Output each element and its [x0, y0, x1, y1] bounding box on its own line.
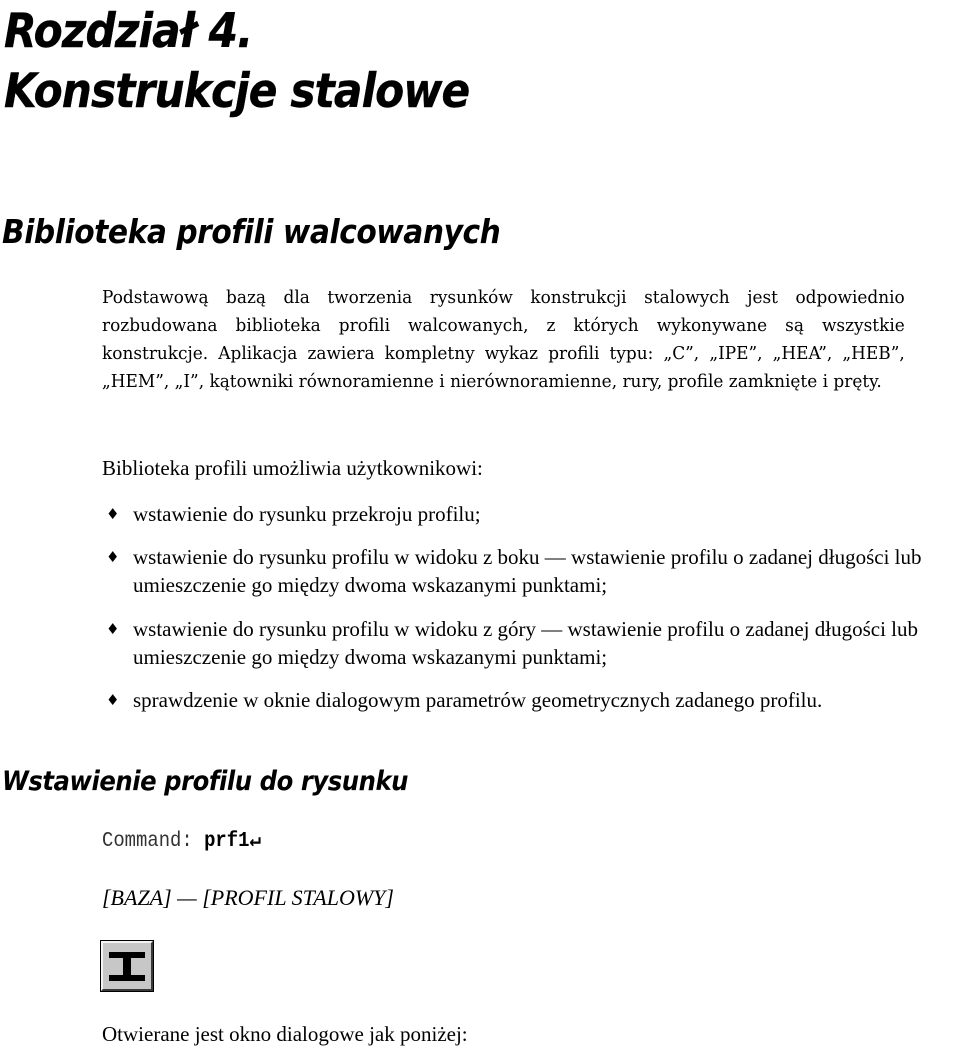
- diamond-bullet-icon: ♦: [106, 505, 120, 523]
- command-input: prf1↵: [204, 830, 261, 853]
- intro-paragraph: Podstawową bazą dla tworzenia rysunków konstrukcji stalowych jest odpowiednio rozbudowana biblioteka profili walcowanych, z których wykonywane są wszystkie konstrukcje. Aplikacja zawiera kompletny wykaz profili typu: „C”, „IPE”, „HEA”, „HEB”, „HEM”, „I”, kątowniki równoramienne i nierównoramienne, rury, profile zamknięte i pręty.: [102, 287, 905, 392]
- section-heading-insert-profile: Wstawienie profilu do rysunku: [2, 766, 409, 797]
- command-prompt: Command:: [102, 830, 193, 853]
- section-heading-profile-library: Biblioteka profili walcowanych: [2, 212, 501, 251]
- menu-path: [BAZA] — [PROFIL STALOWY]: [102, 885, 394, 910]
- list-item: [106, 615, 936, 671]
- chapter-heading: [4, 2, 469, 122]
- diamond-bullet-icon: ♦: [106, 548, 120, 566]
- list-item-text: sprawdzenie w oknie dialogowym parametrów geometrycznych zadanego profilu.: [133, 688, 823, 712]
- diamond-bullet-icon: ♦: [106, 691, 120, 709]
- list-item: [106, 686, 936, 714]
- chapter-title: Konstrukcje stalowe: [4, 64, 470, 119]
- i-beam-profile-icon: [103, 943, 151, 989]
- features-lead: Biblioteka profili umożliwia użytkownikowi:: [102, 456, 483, 480]
- diamond-bullet-icon: ♦: [106, 620, 120, 638]
- list-item-text: wstawienie do rysunku profilu w widoku z boku — wstawienie profilu o zadanej długości lub umieszczenie go między dwoma wskazanymi punktami;: [133, 545, 922, 597]
- command-line: [102, 828, 261, 856]
- list-item-text: wstawienie do rysunku przekroju profilu;: [133, 502, 481, 526]
- list-item-text: wstawienie do rysunku profilu w widoku z góry — wstawienie profilu o zadanej długości lub umieszczenie go między dwoma wskazanymi punktami;: [133, 617, 919, 669]
- list-item: [106, 543, 936, 599]
- steel-profile-toolbar-button[interactable]: [101, 941, 153, 991]
- list-item: [106, 500, 936, 528]
- chapter-number: Rozdział 4.: [4, 4, 253, 59]
- dialog-intro-text: Otwierane jest okno dialogowe jak poniżej:: [102, 1022, 468, 1046]
